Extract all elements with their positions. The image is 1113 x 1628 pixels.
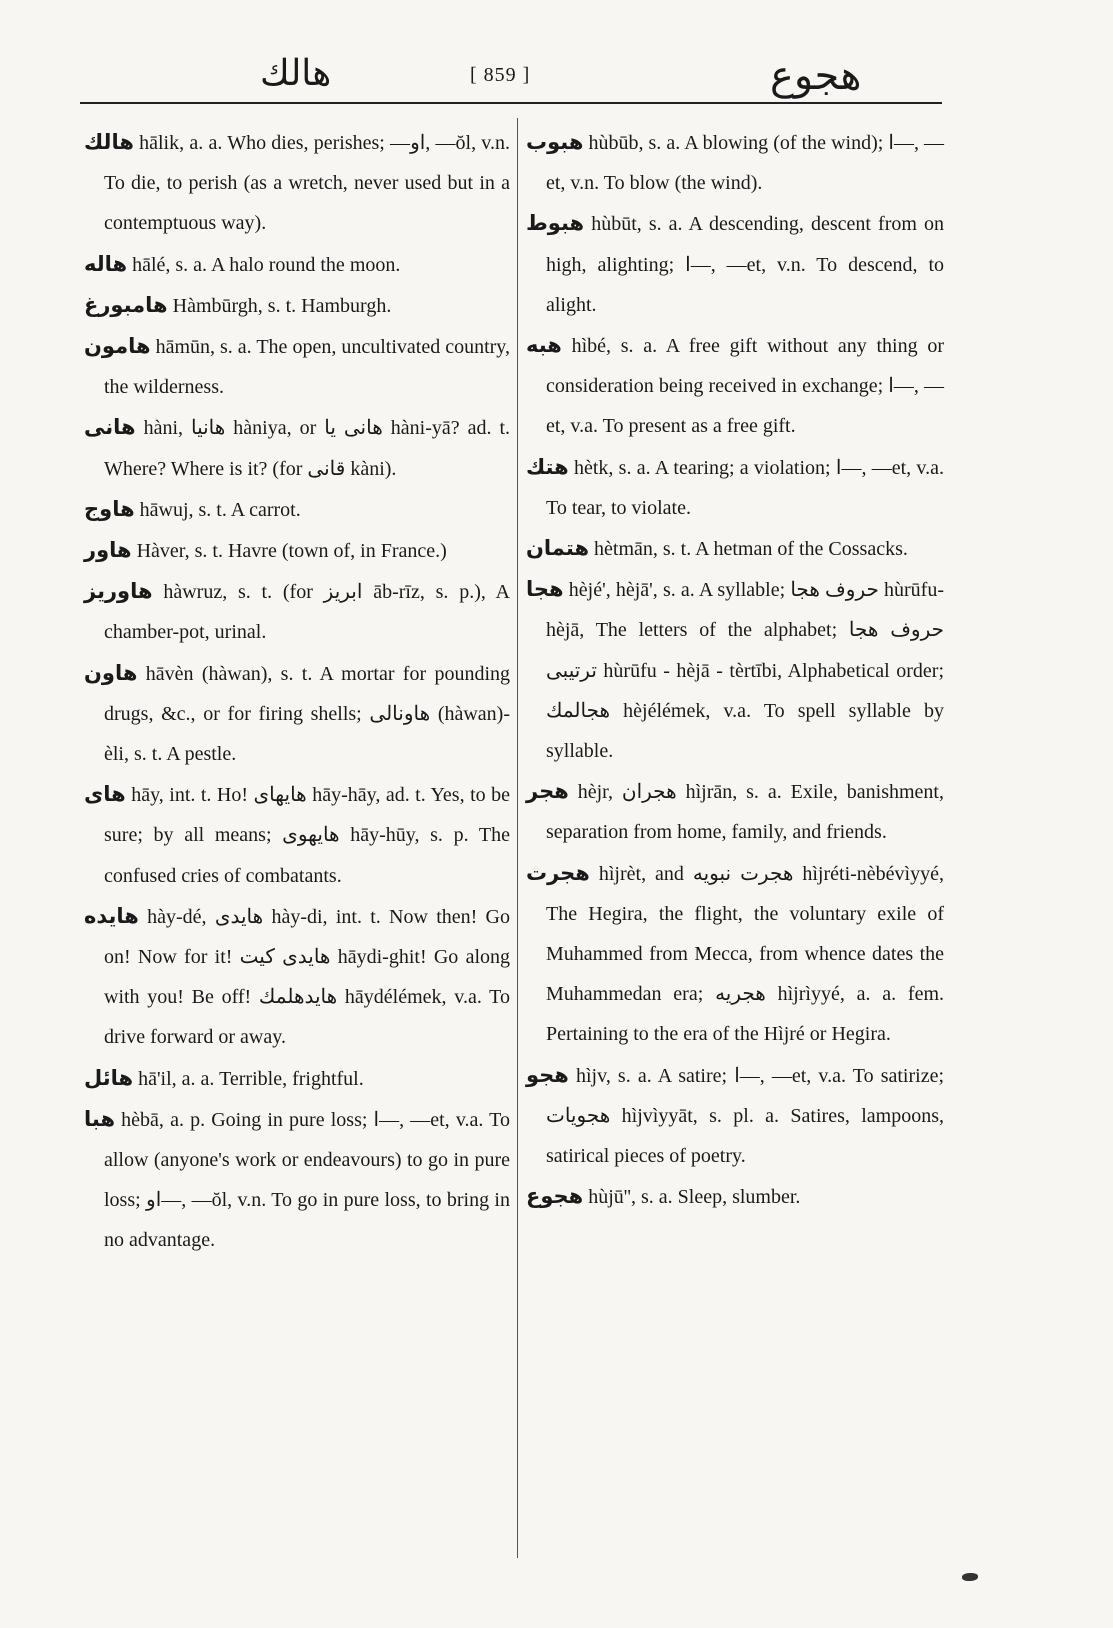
arabic-headword: هتمان xyxy=(526,536,590,561)
dictionary-entry xyxy=(84,489,510,530)
dictionary-entry xyxy=(526,325,944,447)
page-number: [ 859 ] xyxy=(470,64,531,86)
arabic-headword: هبا xyxy=(84,1106,116,1131)
arabic-headword: هبه xyxy=(526,333,562,358)
entry-text: hìjv, s. a. A satire; ا—, —et, v.a. To satirize; هجویات hìjvìyyāt, s. pl. a. Satires, lampoons, satirical pieces of poetry. xyxy=(546,1064,945,1168)
entry-text: hùbūt, s. a. A descending, descent from on high, alighting; ا—, —et, v.n. To descend, to alight. xyxy=(546,213,944,316)
arabic-headword: هالك xyxy=(84,130,134,154)
dictionary-entry xyxy=(526,122,944,203)
arabic-headword: هتك xyxy=(526,454,569,479)
ink-blot xyxy=(962,1573,978,1581)
dictionary-entry xyxy=(526,528,944,569)
entry-text: hāmūn, s. a. The open, uncultivated country, the wilderness. xyxy=(104,336,510,399)
arabic-headword: هاوریز xyxy=(84,579,153,604)
arabic-headword: هبوب xyxy=(526,130,584,154)
dictionary-entry xyxy=(526,771,944,852)
entry-text: hāy, int. t. Ho! هایهای hāy-hāy, ad. t. Yes, to be sure; by all means; هایهوی hāy-hūy, s. p. The confused cries of combatants. xyxy=(104,784,511,887)
dictionary-entry xyxy=(84,653,510,775)
entry-text: hèjé', hèjā', s. a. A syllable; حروف هجا hùrūfu-hèjā, The letters of the alphabet; حروف هجا ترتیبی hùrūfu - hèjā - tèrtībi, Alphabetical order; هجالمك hèjélémek, v.a. To spell syllable by syllable. xyxy=(546,579,944,763)
dictionary-entry xyxy=(84,571,510,652)
entry-text: hày-dé, هایدی hày-di, int. t. Now then! Go on! Now for it! هایدی کیت hāydi-ghit! Go along with you! Be off! هایدهلمك hāydélémek, v.a. To drive forward or away. xyxy=(104,905,511,1049)
entry-text: Hàmbūrgh, s. t. Hamburgh. xyxy=(172,294,392,317)
arabic-headword: هامون xyxy=(84,334,151,359)
arabic-headword: هجرت xyxy=(526,860,590,885)
entry-text: hāwuj, s. t. A carrot. xyxy=(139,498,301,521)
arabic-headword: هجوع xyxy=(526,1184,584,1209)
arabic-headword: های xyxy=(84,782,126,807)
running-headword-left: هالك xyxy=(260,53,332,93)
entry-text: hālé, s. a. A halo round the moon. xyxy=(132,253,401,276)
dictionary-entry xyxy=(84,244,510,285)
arabic-headword: هجا xyxy=(526,577,564,602)
dictionary-entry xyxy=(526,203,944,325)
dictionary-entry xyxy=(526,569,944,771)
arabic-headword: هاوج xyxy=(84,496,135,521)
entry-text: hùjū'', s. a. Sleep, slumber. xyxy=(588,1186,801,1209)
dictionary-entry xyxy=(84,1058,510,1099)
arabic-headword: هاور xyxy=(84,538,132,563)
header-rule xyxy=(80,102,942,104)
entry-text: hètk, s. a. A tearing; a violation; ا—, —et, v.a. To tear, to violate. xyxy=(546,456,945,519)
entry-text: hàwruz, s. t. (for ابریز āb-rīz, s. p.), A chamber-pot, urinal. xyxy=(104,581,510,644)
arabic-headword: هاون xyxy=(84,660,138,685)
entry-text: hàni, هانیا hàniya, or هانی یا hàni-yā? ad. t. Where? Where is it? (for قانی kàni). xyxy=(104,417,511,480)
arabic-headword: هجو xyxy=(526,1062,569,1087)
entry-text: Hàver, s. t. Havre (town of, in France.) xyxy=(136,540,447,563)
arabic-headword: هاله xyxy=(84,251,128,276)
dictionary-entry xyxy=(84,326,510,407)
entry-text: hìjrèt, and هجرت نبویه hìjréti-nèbévìyyé, The Hegira, the flight, the voluntary exile of Muhammed from Mecca, from whence dates the Muhammedan era; هجریه hìjrìyyé, a. a. fem. Pertaining to the era of the Hìjré or Hegira. xyxy=(546,862,945,1046)
entry-text: hèbā, a. p. Going in pure loss; ا—, —et, v.a. To allow (anyone's work or endeavours) to go in pure loss; او—, —ŏl, v.n. To go in pure loss, to bring in no advantage. xyxy=(104,1108,510,1252)
entry-text: hìbé, s. a. A free gift without any thing or consideration being received in exchange; ا—, —et, v.a. To present as a free gift. xyxy=(546,335,944,438)
entry-text: hèjr, هجران hìjrān, s. a. Exile, banishment, separation from home, family, and friends. xyxy=(546,781,944,844)
arabic-headword: هائل xyxy=(84,1065,134,1090)
column-divider xyxy=(517,118,518,1558)
arabic-headword: هانی xyxy=(84,415,136,440)
dictionary-entry xyxy=(526,853,944,1055)
dictionary-entry xyxy=(526,447,944,528)
left-column xyxy=(84,122,510,1261)
dictionary-entry xyxy=(526,1055,944,1177)
dictionary-entry xyxy=(84,407,510,488)
entry-text: hāvèn (hàwan), s. t. A mortar for pounding drugs, &c., or for firing shells; هاونالی (hàwan)-èli, s. t. A pestle. xyxy=(104,662,511,766)
entry-text: hā'il, a. a. Terrible, frightful. xyxy=(138,1067,364,1090)
entry-text: hùbūb, s. a. A blowing (of the wind); ا—, —et, v.n. To blow (the wind). xyxy=(546,132,944,195)
dictionary-entry xyxy=(84,1099,510,1261)
arabic-headword: هبوط xyxy=(526,211,585,236)
arabic-headword: هجر xyxy=(526,779,569,804)
dictionary-entry xyxy=(84,896,510,1058)
entry-text: hètmān, s. t. A hetman of the Cossacks. xyxy=(594,538,908,561)
running-headword-right: هجوع xyxy=(770,53,862,98)
dictionary-entry xyxy=(526,1176,944,1217)
dictionary-entry xyxy=(84,530,510,571)
page-header xyxy=(80,52,940,102)
dictionary-entry xyxy=(84,285,510,326)
dictionary-entry xyxy=(84,774,510,896)
entry-text: hālik, a. a. Who dies, perishes; —او, —ŏl, v.n. To die, to perish (as a wretch, never used but in a contemptuous way). xyxy=(104,132,510,235)
right-column xyxy=(526,122,944,1217)
arabic-headword: هامبورغ xyxy=(84,292,168,317)
dictionary-entry xyxy=(84,122,510,244)
arabic-headword: هایده xyxy=(84,903,139,928)
